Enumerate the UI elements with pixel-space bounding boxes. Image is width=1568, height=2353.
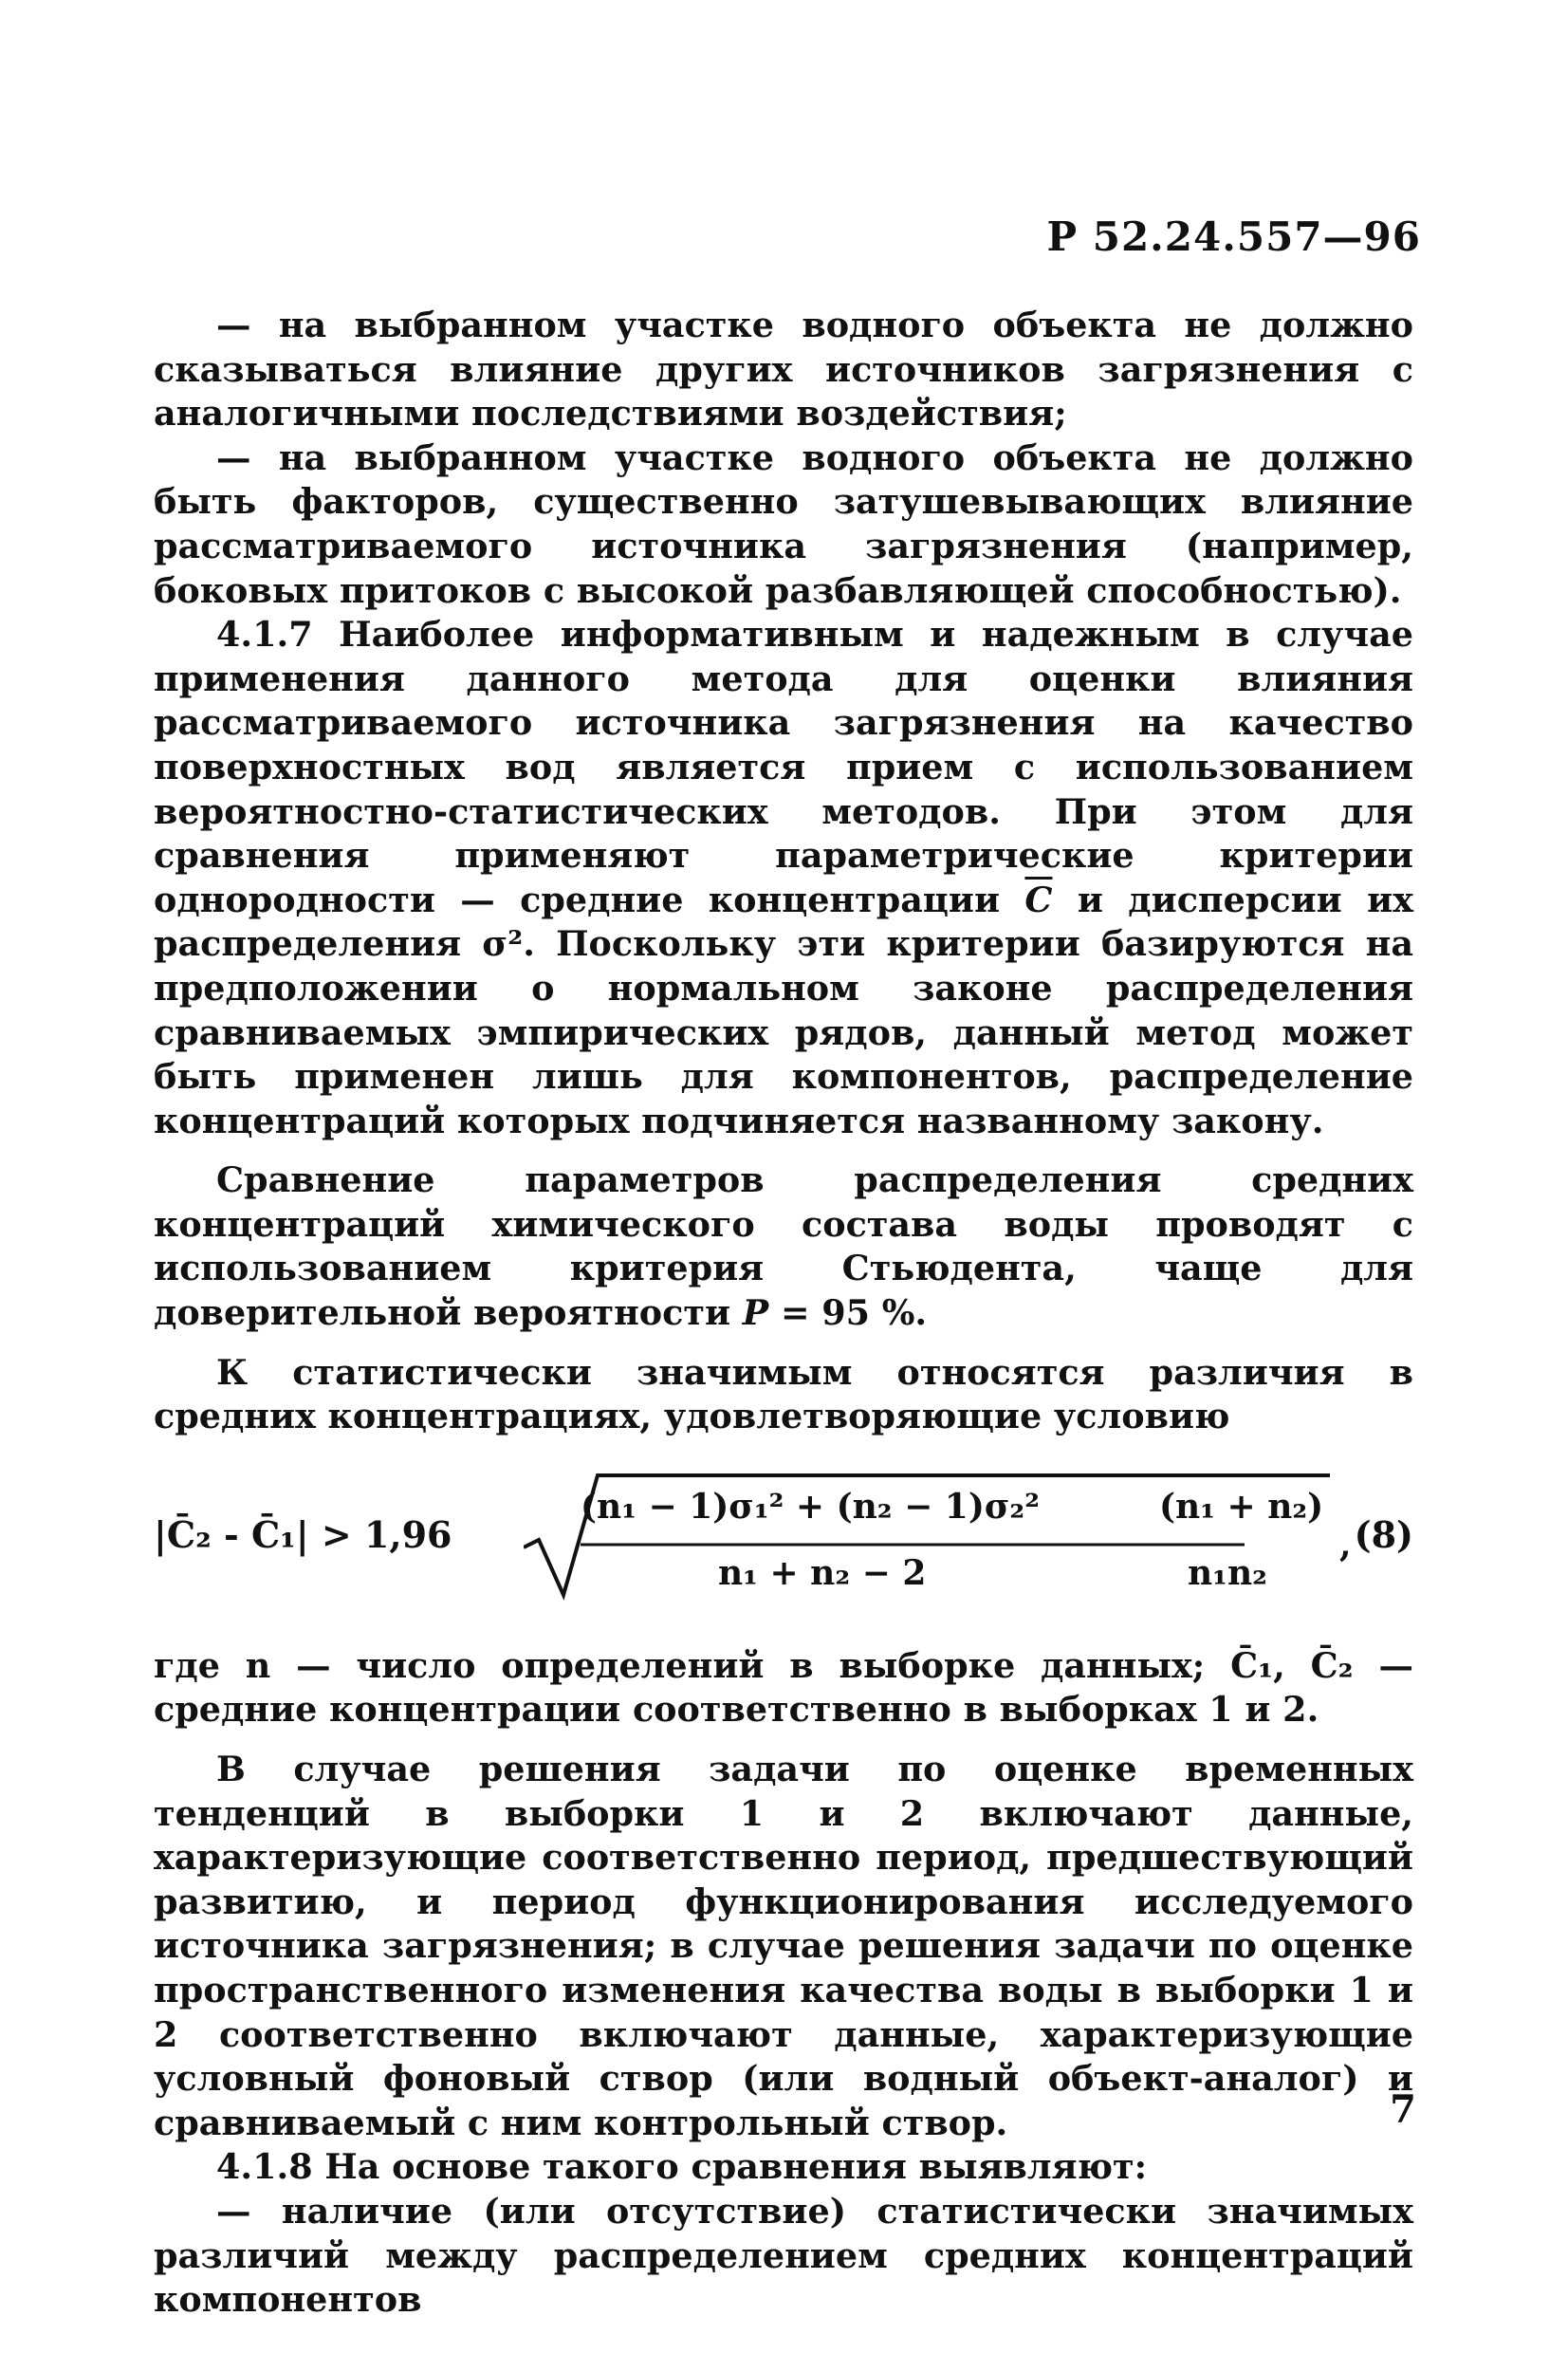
paragraph-where: где n — число определений в выборке данных; C̄₁, C̄₂ — средние концентрации соответственно в выборках 1 и 2. (154, 1644, 1413, 1731)
formula-numerator-right: (n₁ + n₂) (1159, 1486, 1324, 1527)
c-mean-symbol: $\overline{C}$ (1024, 879, 1053, 920)
paragraph-4-1-7-cont: и дисперсии их распределения σ². Поскольку эти критерии базируются на предположении о нормальном законе распределения сравниваемых эмпирических рядов, данный метод может быть применен лишь для компонентов, распределение концентраций которых подчиняется названному закону. (154, 879, 1413, 1141)
paragraph-1: — на выбранном участке водного объекта не должно сказываться влияние других источников загрязнения с аналогичными последствиями воздействия; (154, 305, 1413, 435)
paragraph-2: — на выбранном участке водного объекта не должно быть факторов, существенно затушевывающих влияние рассматриваемого источника загрязнения (например, боковых притоков с высокой разбавляющей способностью). (154, 436, 1413, 611)
paragraph-4-1-7 (154, 613, 1413, 1143)
formula-comma: , (1339, 1524, 1352, 1565)
formula-lhs: |C̄₂ - C̄₁| > 1,96 (154, 1512, 452, 1556)
formula-denominator-right: n₁n₂ (1188, 1552, 1267, 1593)
document-number: Р 52.24.557—96 (1046, 213, 1421, 260)
document-body (154, 304, 1413, 2323)
page-number: 7 (1390, 2087, 1416, 2132)
paragraph-samples: В случае решения задачи по оценке временных тенденций в выборки 1 и 2 включают данные, характеризующие соответственно период, предшествующий развитию, и период функционирования исследуемого источника загрязнения; в случае решения задачи по оценке пространственного изменения качества воды в выборки 1 и 2 соответственно включают данные, характеризующие условный фоновый створ (или водный объект-аналог) и сравниваемый с ним контрольный створ. (154, 1749, 1413, 2143)
paragraph-4-1-8: 4.1.8 На основе такого сравнения выявляют: (216, 2146, 1148, 2188)
formula-denominator-left: n₁ + n₂ − 2 (718, 1552, 927, 1593)
paragraph-list-item: — наличие (или отсутствие) статистически значимых различий между распределением средних концентраций компонентов (154, 2190, 1413, 2321)
paragraph-student (154, 1158, 1413, 1335)
p-value: = 95 %. (780, 1292, 928, 1334)
paragraph-4-1-7-text: 4.1.7 Наиболее информативным и надежным в случае применения данного метода для оценки влияния рассматриваемого источника загрязнения на качество поверхностных вод является прием с использованием вероятностно-статистических методов. При этом для сравнения применяют параметрические критерии однородности — средние концентрации (154, 614, 1413, 920)
formula-numerator-left: (n₁ − 1)σ₁² + (n₂ − 1)σ₂² (581, 1486, 1040, 1527)
p-symbol: P (742, 1292, 769, 1334)
formula-number: (8) (1354, 1512, 1413, 1556)
paragraph-significance: К статистически значимым относятся различия в средних концентрациях, удовлетворяющие условию (154, 1351, 1413, 1437)
paragraph-student-text: Сравнение параметров распределения средних концентраций химического состава воды проводят с использованием критерия Стьюдента, чаще для доверительной вероятности (154, 1159, 1413, 1334)
formula-8 (154, 1464, 1413, 1625)
